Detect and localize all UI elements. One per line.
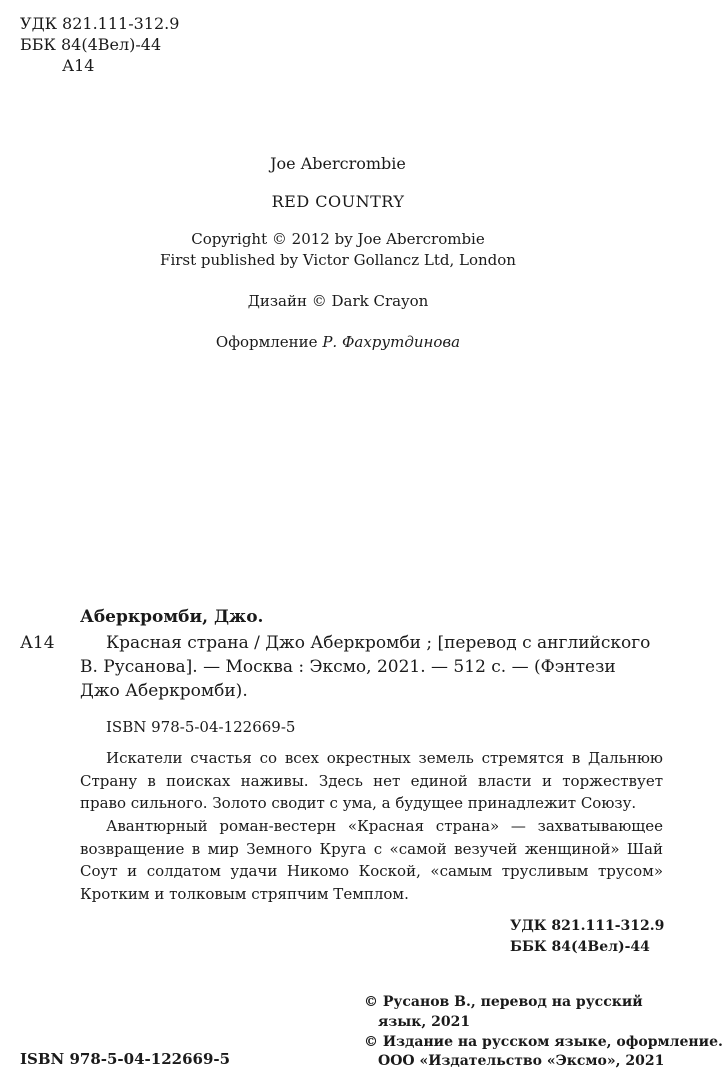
catalog-line-1: Красная страна / Джо Аберкромби ; [перевод с английского [106, 633, 651, 653]
annotation-paragraph-1: Искатели счастья со всех окрестных земель стремятся в Дальнюю Страну в поисках наживы. Здесь нет единой власти и торжествует право сильного. Золото сводит с ума, а будущее принадлежит Союзу. [80, 749, 663, 812]
copyright-translation-2: язык, 2021 [378, 1014, 471, 1030]
author-mark-top: А14 [62, 56, 95, 75]
catalog-line-3: Джо Аберкромби). [80, 681, 248, 701]
catalog-heading: Аберкромби, Джо. [80, 607, 264, 627]
udk-code-bottom: УДК 821.111-312.9 [510, 918, 665, 934]
copyright-line-1: Copyright © 2012 by Joe Abercrombie [191, 230, 485, 248]
copyright-edition-1: © Издание на русском языке, оформление. [364, 1034, 723, 1050]
isbn-bottom: ISBN 978-5-04-122669-5 [20, 1050, 231, 1068]
design-credit: Дизайн © Dark Crayon [247, 292, 429, 310]
catalog-isbn: ISBN 978-5-04-122669-5 [106, 718, 296, 736]
bbk-code-top: ББК 84(4Вел)-44 [20, 35, 162, 54]
layout-credit-label: Оформление [215, 333, 318, 351]
catalog-author-mark: А14 [20, 633, 55, 653]
annotation-paragraph-2: Авантюрный роман-вестерн «Красная страна» — захватывающее возвращение в мир Земного Круга с «самой везучей женщиной» Шай Соут и солдатом удачи Никомо Коской, «самым трусливым трусом» Кротким и толковым стряпчим Темплом. [80, 817, 663, 903]
layout-credit [0, 333, 676, 351]
catalog-line-2: В. Русанова]. — Москва : Эксмо, 2021. — 512 с. — (Фэнтези [80, 657, 616, 677]
original-title: RED COUNTRY [271, 192, 405, 211]
udk-code-top: УДК 821.111-312.9 [20, 14, 180, 33]
original-author: Joe Abercrombie [270, 154, 406, 173]
copyright-edition-2: ООО «Издательство «Эксмо», 2021 [378, 1053, 665, 1069]
copyright-translation-1: © Русанов В., перевод на русский [364, 994, 643, 1010]
copyright-line-2: First published by Victor Gollancz Ltd, London [160, 251, 516, 269]
layout-credit-name: Р. Фахрутдинова [322, 333, 461, 351]
bbk-code-bottom: ББК 84(4Вел)-44 [510, 939, 650, 955]
